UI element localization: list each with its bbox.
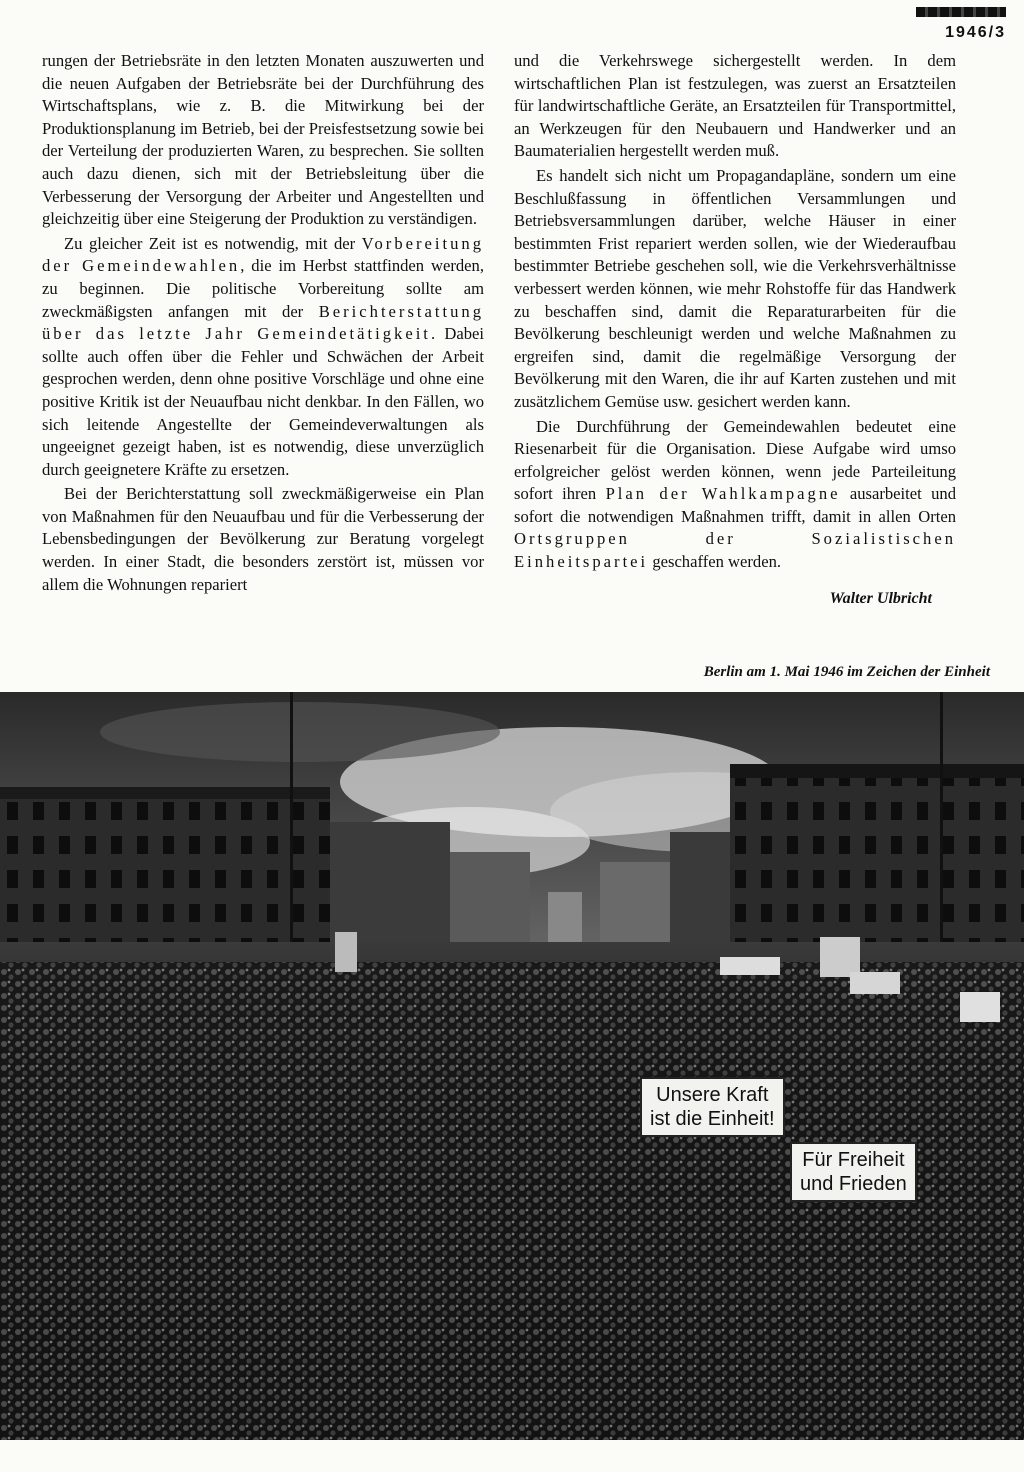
paragraph: Zu gleicher Zeit ist es notwendig, mit der Vorbereitung der Gemeindewahlen, die im Herbst stattfinden werden, zu beginnen. Die politische Vorbereitung sollte am zweckmäßigsten anfangen mit der Berichterstattung über das letzte Jahr Gemeindetätigkeit. Dabei sollte auch offen über die Fehler und Schwächen der Arbeit gesprochen werden, denn ohne positive Vorschläge und ohne eine positive Kritik ist der Neuaufbau nicht denkbar. In den Fällen, wo sich leitende Angestellte der Gemeindeverwaltungen als ungeeignet gezeigt haben, ist es notwendig, diese unverzüglich durch geeignetere Kräfte zu ersetzen.	[42, 233, 485, 479]
paragraph: rungen der Betriebsräte in den letzten Monaten auszuwerten und die neuen Aufgaben der Betriebsräte bei der Durchführung des Wirtschaftsplans, wie z. B. die Mitwirkung bei der Produktionsplanung im Betrieb, bei der Preisfestsetzung sowie bei der Verteilung der produzierten Waren, zu besprechen. Sie sollten auch dazu dienen, sich mit der Betriebsleitung über die Verbesserung der Versorgung der Arbeiter und Angestellten und gleichzeitig über eine Steigerung der Produktion zu verständigen.	[42, 51, 484, 229]
emphasis-text: Plan der Wahlkampagne	[605, 484, 841, 504]
column-right	[514, 50, 956, 640]
article-body	[42, 50, 956, 640]
protest-sign-unity: Unsere Kraft ist die Einheit!	[640, 1077, 785, 1137]
paragraph: Bei der Berichterstattung soll zweckmäßigerweise ein Plan von Maßnahmen für den Neuaufbau und für die Verbesserung der Lebensbedingungen der Bevölkerung zur Beratung vorgelegt werden. In einer Stadt, die besonders zerstört ist, müssen vor allem die Wohnungen repariert	[42, 484, 484, 594]
page-header	[916, 6, 1006, 42]
emphasis-text: Ortsgruppen der Sozialistischen Einheitspartei	[514, 529, 956, 572]
photo-caption: Berlin am 1. Mai 1946 im Zeichen der Einheit	[703, 664, 990, 680]
paragraph: Es handelt sich nicht um Propagandapläne, sondern um eine Beschlußfassung in öffentlichen Versammlungen und Betriebsversammlungen darüber, welche Häuser in einer bestimmten Frist repariert werden sollen, wie der Wiederaufbau bestimmter Betriebe geschehen soll, wie die Verkehrsverhältnisse verbessert werden können, wie mehr Rohstoffe für das Handwerk zu beschaffen sind, damit die Reparaturarbeiten für die Bevölkerung beschleunigt werden und welche Maßnahmen zu ergreifen sind, damit die regelmäßige Versorgung der Bevölkerung mit den Waren, die ihr auf Karten zustehen und mit zusätzlichem Gemüse usw. gesichert werden kann.	[514, 165, 956, 411]
paragraph: Die Durchführung der Gemeindewahlen bedeutet eine Riesenarbeit für die Organisation. Diese Aufgabe wird umso erfolgreicher gelöst werden können, wenn jede Parteileitung sofort ihren Plan der Wahlkampagne ausarbeitet und sofort die notwendigen Maßnahmen trifft, damit in allen Orten Ortsgruppen der Sozialistischen Einheitspartei geschaffen werden.	[514, 416, 957, 572]
emphasis-text: Berichterstattung über das letzte Jahr Gemeindetätigkeit	[42, 301, 484, 344]
paragraph: und die Verkehrswege sichergestellt werden. In dem wirtschaftlichen Plan ist festzulegen, was zuerst an Ersatzteilen für landwirtschaftliche Geräte, an Ersatzteilen für Transportmittel, an Werkzeugen für den Neubauern und Handwerker und an Baumaterialien hergestellt werden muß.	[514, 51, 956, 161]
emphasis-text: Vorbereitung der Gemeindewahlen	[42, 233, 484, 276]
masthead-logo	[916, 7, 1006, 17]
column-left	[42, 50, 484, 640]
crowd-photo	[0, 692, 1024, 1440]
photo-image	[0, 692, 1024, 1440]
author-signature: Walter Ulbricht	[829, 589, 932, 607]
protest-sign-freedom: Für Freiheit und Frieden	[790, 1142, 917, 1202]
issue-number: 1946/3	[945, 24, 1006, 41]
